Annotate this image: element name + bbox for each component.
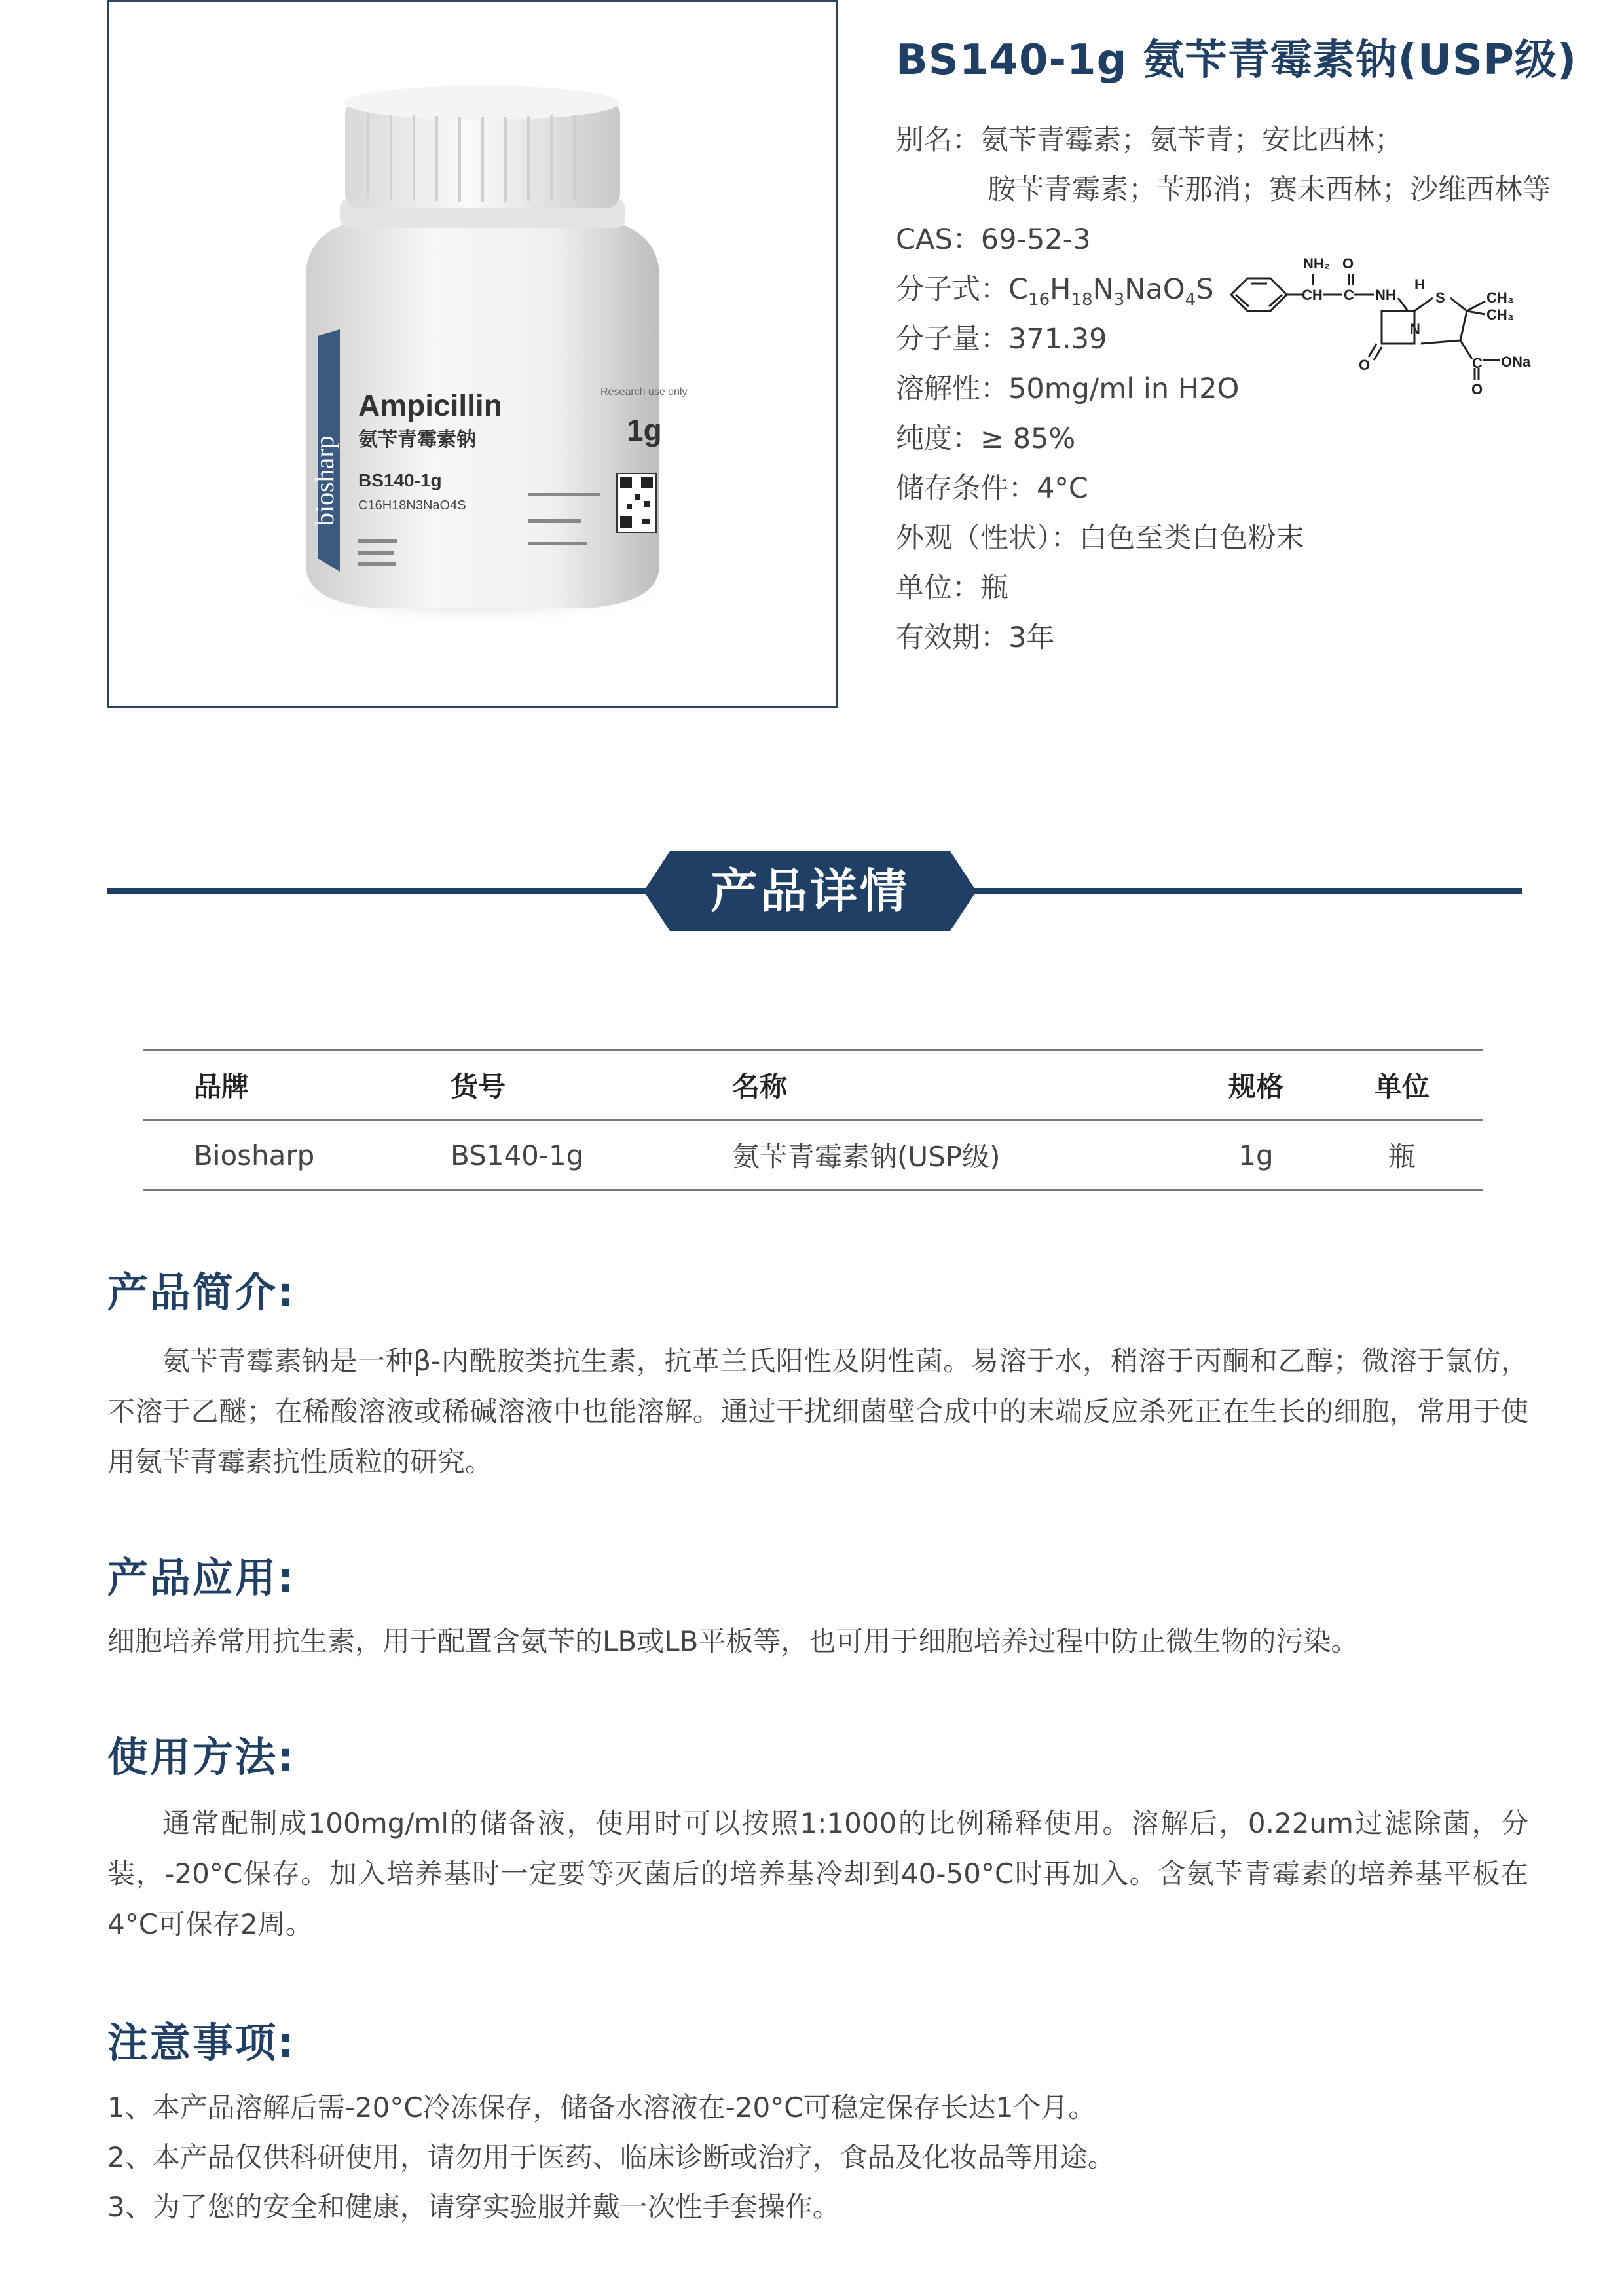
structure-label: C [1344,287,1354,303]
note-item: 1、本产品溶解后需-20°C冷冻保存，储备水溶液在-20°C可稳定保存长达1个月。 [107,2091,1096,2123]
structure-label: O [1359,357,1371,373]
structure-label: O [1471,381,1483,397]
structure-label: S [1435,289,1445,306]
spec-storage: 储存条件：4°C [896,472,1088,505]
section-text-application: 细胞培养常用抗生素，用于配置含氨苄的LB或LB平板等，也可用于细胞培养过程中防止微生物的污染。 [107,1625,1359,1657]
section-text-usage: 通常配制成100mg/ml的储备液，使用时可以按照1:1000的比例稀释使用。溶解后，0.22um过滤除菌，分装，-20°C保存。加入培养基时一定要等灭菌后的培养基冷却到40-50°C时再加入。含氨苄青霉素的培养基平板在4°C可保存2周。 [107,1807,1528,1940]
spec-purity: 纯度：≥ 85% [896,422,1076,455]
spec-mw: 分子量：371.39 [896,323,1107,356]
structure-label: NH₂ [1303,255,1331,272]
banner-title: 产品详情 [710,864,910,919]
table-header-cell: 规格 [1164,1050,1348,1120]
bottle-name-en: Ampicillin [358,388,502,422]
bottle-formula: C16H18N3NaO4S [358,498,466,513]
bottle-brand: biosharp [310,435,339,526]
table-header-cell: 名称 [732,1050,1164,1120]
structure-label: H [1414,276,1425,293]
table-cell: 1g [1164,1120,1348,1190]
formula-part: S [1196,273,1214,306]
section-title-intro: 产品简介: [107,1268,296,1316]
table-cell: 氨苄青霉素钠(USP级) [732,1120,1164,1190]
note-item: 2、本产品仅供科研使用，请勿用于医药、临床诊断或治疗，食品及化妆品等用途。 [107,2141,1115,2173]
note-item: 3、为了您的安全和健康，请穿实验服并戴一次性手套操作。 [107,2191,840,2223]
spec-formula-key: 分子式： [896,273,1008,306]
table-header-row [143,1050,1483,1120]
table-cell: 瓶 [1348,1120,1483,1190]
section-title-notes: 注意事项: [107,2019,296,2066]
structure-label: N [1410,321,1420,337]
structure-label: ONa [1501,354,1531,370]
section-title-usage: 使用方法: [107,1733,296,1781]
bottle-code: BS140-1g [358,470,442,490]
spec-solubility: 溶解性：50mg/ml in H2O [896,373,1240,405]
formula-part: C [1008,273,1029,306]
bottle-size: 1g [627,413,662,447]
structure-label: CH [1302,287,1323,303]
formula-sub: 16 [1028,290,1050,310]
table-row [143,1120,1483,1190]
bottle-grade: Research use only [600,386,688,397]
spec-alias-key: 别名： [896,124,980,156]
spec-unit: 单位：瓶 [896,572,1008,604]
table-cell: BS140-1g [451,1120,732,1190]
structure-label: CH₃ [1486,289,1514,306]
product-title: BS140-1g 氨苄青霉素钠(USP级) [896,36,1578,84]
formula-part: NaO [1124,273,1185,306]
spec-appearance: 外观（性状）：白色至类白色粉末 [896,522,1304,555]
spec-alias-line2: 胺苄青霉素；苄那消；赛未西林；沙维西林等 [987,174,1551,206]
product-table [143,1049,1483,1191]
structure-label: CH₃ [1486,306,1514,323]
table-header-cell: 单位 [1348,1050,1483,1120]
bottle-name-cn: 氨苄青霉素钠 [358,428,476,451]
spec-alias [896,120,1403,160]
table-header-cell: 货号 [451,1050,732,1120]
formula-part: N [1092,273,1114,306]
bottle-illustration [109,2,836,706]
chemical-structure [1225,249,1559,406]
spec-formula [896,270,1214,320]
structure-label: O [1342,255,1354,272]
product-image [107,0,838,708]
table-header-cell: 品牌 [143,1050,451,1120]
qr-code-icon [617,473,656,532]
section-title-application: 产品应用: [107,1554,296,1602]
formula-sub: 4 [1185,290,1196,310]
formula-sub: 18 [1071,290,1093,310]
spec-cas: CAS：69-52-3 [896,223,1091,256]
table-cell: Biosharp [143,1120,451,1190]
formula-part: H [1050,273,1071,306]
spec-alias-line1: 氨苄青霉素；氨苄青；安比西林； [980,124,1403,156]
formula-sub: 3 [1113,290,1125,310]
spec-validity: 有效期：3年 [896,621,1055,654]
structure-label: C [1472,355,1483,371]
structure-label: NH [1375,287,1396,303]
section-text-intro: 氨苄青霉素钠是一种β-内酰胺类抗生素，抗革兰氏阳性及阴性菌。易溶于水，稍溶于丙酮和乙醇；微溶于氯仿，不溶于乙醚；在稀酸溶液或稀碱溶液中也能溶解。通过干扰细菌壁合成中的末端反应杀死正在生长的细胞，常用于使用氨苄青霉素抗性质粒的研究。 [107,1345,1528,1478]
